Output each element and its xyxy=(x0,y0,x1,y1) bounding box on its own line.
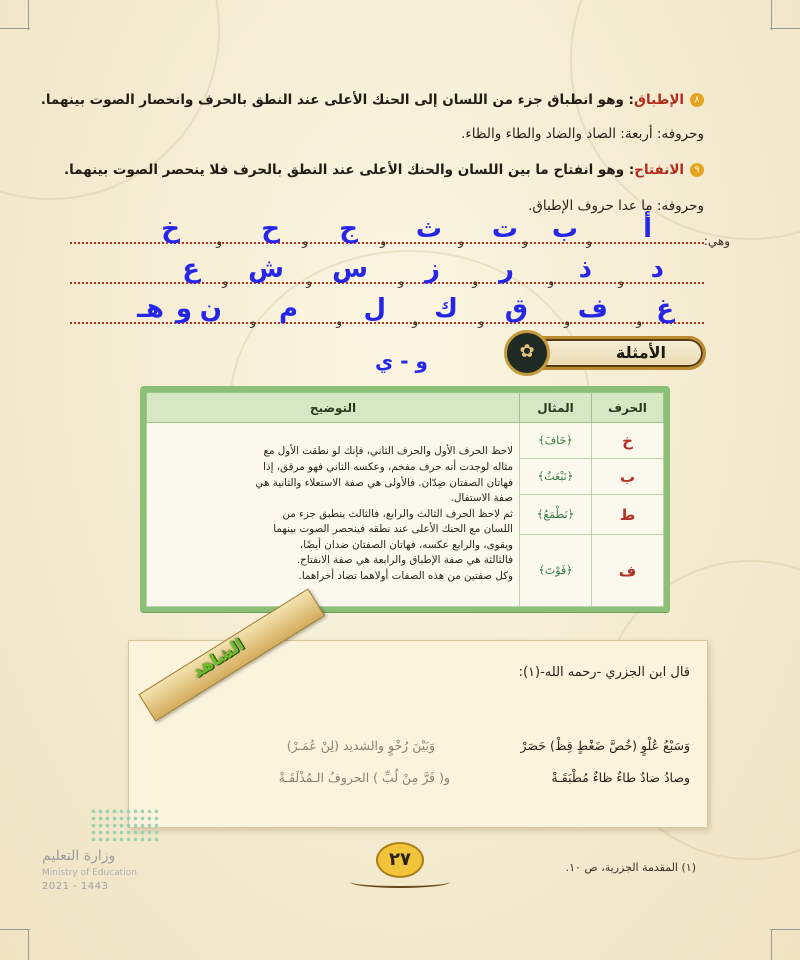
row-letter: ف xyxy=(592,535,664,607)
verse-2-right: وصادُ ضادٌ طاءٌ ظاءٌ مُطْبَقَـةْ xyxy=(551,770,690,785)
connector: و xyxy=(472,274,478,288)
ministry-dot-logo-icon xyxy=(90,808,160,842)
answer-letter: ن xyxy=(199,294,222,324)
explanation-line: فالثالثة هي صفة الإطباق والرابعة هي صفة الانفتاح. xyxy=(296,554,513,567)
answer-letter: ر xyxy=(499,254,514,284)
answer-letter: ع xyxy=(182,254,200,284)
verse-1-right: وَسَبْعُ عُلْوٍ (خُصَّ ضَغْطٍ قِظْ) حَصَرْ xyxy=(520,738,690,753)
answer-letter: س xyxy=(332,254,368,284)
connector: و xyxy=(478,314,484,328)
answer-letter: ت xyxy=(491,214,518,244)
explanation-line: ويقوى، والرابع عكسه، فهاتان الصفتان ضدان أيضًا، xyxy=(299,538,513,551)
answer-row-1 xyxy=(70,208,730,250)
connector: و xyxy=(548,274,554,288)
ministry-arabic: وزارة التعليم xyxy=(42,848,116,864)
explanation-line: لاحظ الحرف الأول والحرف الثاني، فإنك لو نطقت الأول مع xyxy=(263,445,513,458)
row-letter: ط xyxy=(592,495,664,535)
answer-letter: ث xyxy=(415,214,442,244)
answer-letter: أ xyxy=(643,214,652,244)
connector: و xyxy=(250,314,256,328)
crop-mark xyxy=(0,929,30,930)
answer-row-3 xyxy=(70,288,704,330)
item-number-badge: ٨ xyxy=(690,93,704,107)
verse-1-left: وَبَيْنَ رُخْوٍ والشديد (لِنْ عُمَـرْ) xyxy=(286,738,435,753)
letters-infitah: وحروفه: ما عدا حروف الإطباق. xyxy=(528,198,704,214)
answer-letter: م xyxy=(278,294,298,324)
item-number-badge: ٩ xyxy=(690,163,704,177)
connector: و xyxy=(586,234,592,248)
connector: و xyxy=(306,274,312,288)
header-letter: الحرف xyxy=(592,393,664,423)
crop-mark xyxy=(28,0,29,30)
connector: و xyxy=(618,274,624,288)
row-letter: ب xyxy=(592,459,664,495)
table-header-row xyxy=(147,393,664,423)
connector: و xyxy=(398,274,404,288)
examples-table-frame xyxy=(140,386,670,612)
answer-row-2 xyxy=(70,248,704,290)
page-number-ornament xyxy=(350,876,450,888)
explanation-line: صفة الاستفال. xyxy=(450,492,513,505)
answer-letter: و xyxy=(175,294,192,324)
definition-itbaq xyxy=(40,92,704,108)
crop-mark xyxy=(28,930,29,960)
answer-letter: ف xyxy=(577,294,608,324)
connector: و xyxy=(336,314,342,328)
grape-vine-icon: ✿ xyxy=(504,330,550,376)
explanation-line: وكل صفتين من هذه الصفات أولاهما تضاد أخراهما. xyxy=(298,570,513,583)
answer-extra: و - ي xyxy=(375,349,428,373)
explanation-line: اللسان مع الحنك الأعلى عند نطقه فينحصر الصوت بينهما xyxy=(273,523,513,536)
header-example: المثال xyxy=(520,393,592,423)
connector: و xyxy=(380,234,386,248)
verse-2-left: و( فَرَّ مِنْ لُبِّ ) الحروفُ الـمُذْلَقَـةْ xyxy=(278,770,450,785)
quote-intro: قال ابن الجزري -رحمه الله-(١): xyxy=(518,665,690,680)
row-example: ﴿نَطْمَعُ﴾ xyxy=(520,495,592,535)
examples-table xyxy=(146,392,664,607)
definition-text: : وهو انطباق جزء من اللسان إلى الحنك الأعلى عند النطق بالحرف وانحصار الصوت بينهما. xyxy=(40,92,634,108)
row-letter: خ xyxy=(592,423,664,459)
crop-mark xyxy=(0,28,30,29)
ministry-logo xyxy=(42,808,172,908)
crop-mark xyxy=(771,0,772,30)
examples-banner xyxy=(484,330,706,376)
ministry-english: Ministry of Education xyxy=(42,868,137,878)
connector: و xyxy=(458,234,464,248)
answer-prefix: وهي: xyxy=(703,234,730,248)
connector: و xyxy=(302,234,308,248)
connector: و xyxy=(412,314,418,328)
explanation-line: مثاله لوجدت أنه حرف مفخم، وعكسه الثاني فهو مرقق، إذا xyxy=(263,460,513,473)
term-infitah: الانفتاح xyxy=(634,162,684,178)
banner-label: الأمثلة xyxy=(615,343,666,362)
connector: و xyxy=(222,274,228,288)
answer-letter: ب xyxy=(551,214,578,244)
connector: و xyxy=(216,234,222,248)
answer-letter: خ xyxy=(161,214,180,244)
definition-text: : وهو انفتاح ما بين اللسان والحنك الأعلى عند النطق بالحرف فلا ينحصر الصوت بينهما. xyxy=(63,162,635,178)
ministry-year: 2021 - 1443 xyxy=(42,881,109,892)
connector: و xyxy=(564,314,570,328)
term-itbaq: الإطباق xyxy=(633,92,684,108)
connector: و xyxy=(636,314,642,328)
page-number-value: ٢٧ xyxy=(376,842,424,878)
dotted-line xyxy=(70,282,704,284)
row-example: ﴿فَوْتَ﴾ xyxy=(520,535,592,607)
answer-letter: ج xyxy=(339,214,358,244)
answer-letter: ح xyxy=(261,214,280,244)
answer-letter: ل xyxy=(363,294,386,324)
crop-mark xyxy=(770,929,800,930)
answer-letter: د xyxy=(650,254,664,284)
page-number xyxy=(350,838,450,890)
answer-letter: غ xyxy=(656,294,674,324)
connector: و xyxy=(522,234,528,248)
answer-letter: ذ xyxy=(578,254,592,284)
explanation-line: ثم لاحظ الحرف الثالث والرابع، فالثالث ينطبق جزء من xyxy=(282,507,513,520)
answer-letter: ش xyxy=(248,254,284,284)
header-explanation: التوضيح xyxy=(147,393,520,423)
definition-infitah xyxy=(40,162,704,178)
answer-letter: ز xyxy=(425,254,440,284)
table-row xyxy=(147,423,664,459)
answer-letter: هـ xyxy=(137,294,164,324)
crop-mark xyxy=(771,930,772,960)
answer-letter: ك xyxy=(434,294,458,324)
footnote: (١) المقدمة الجزرية، ص ١٠. xyxy=(565,861,696,874)
letters-itbaq: وحروفه: أربعة: الصاد والضاد والطاء والظاء. xyxy=(461,126,704,142)
explanation-line: فهاتان الصفتان ضِدّان. فالأولى هي صفة الاستعلاء والثانية هي xyxy=(255,476,513,489)
answer-letter: ق xyxy=(504,294,528,324)
row-example: ﴿خَافَ﴾ xyxy=(520,423,592,459)
crop-mark xyxy=(770,28,800,29)
dotted-line xyxy=(70,322,704,324)
explanation-cell xyxy=(147,423,520,607)
ribbon-label: الشاهد xyxy=(188,634,249,683)
row-example: ﴿نَبْعَثُ﴾ xyxy=(520,459,592,495)
